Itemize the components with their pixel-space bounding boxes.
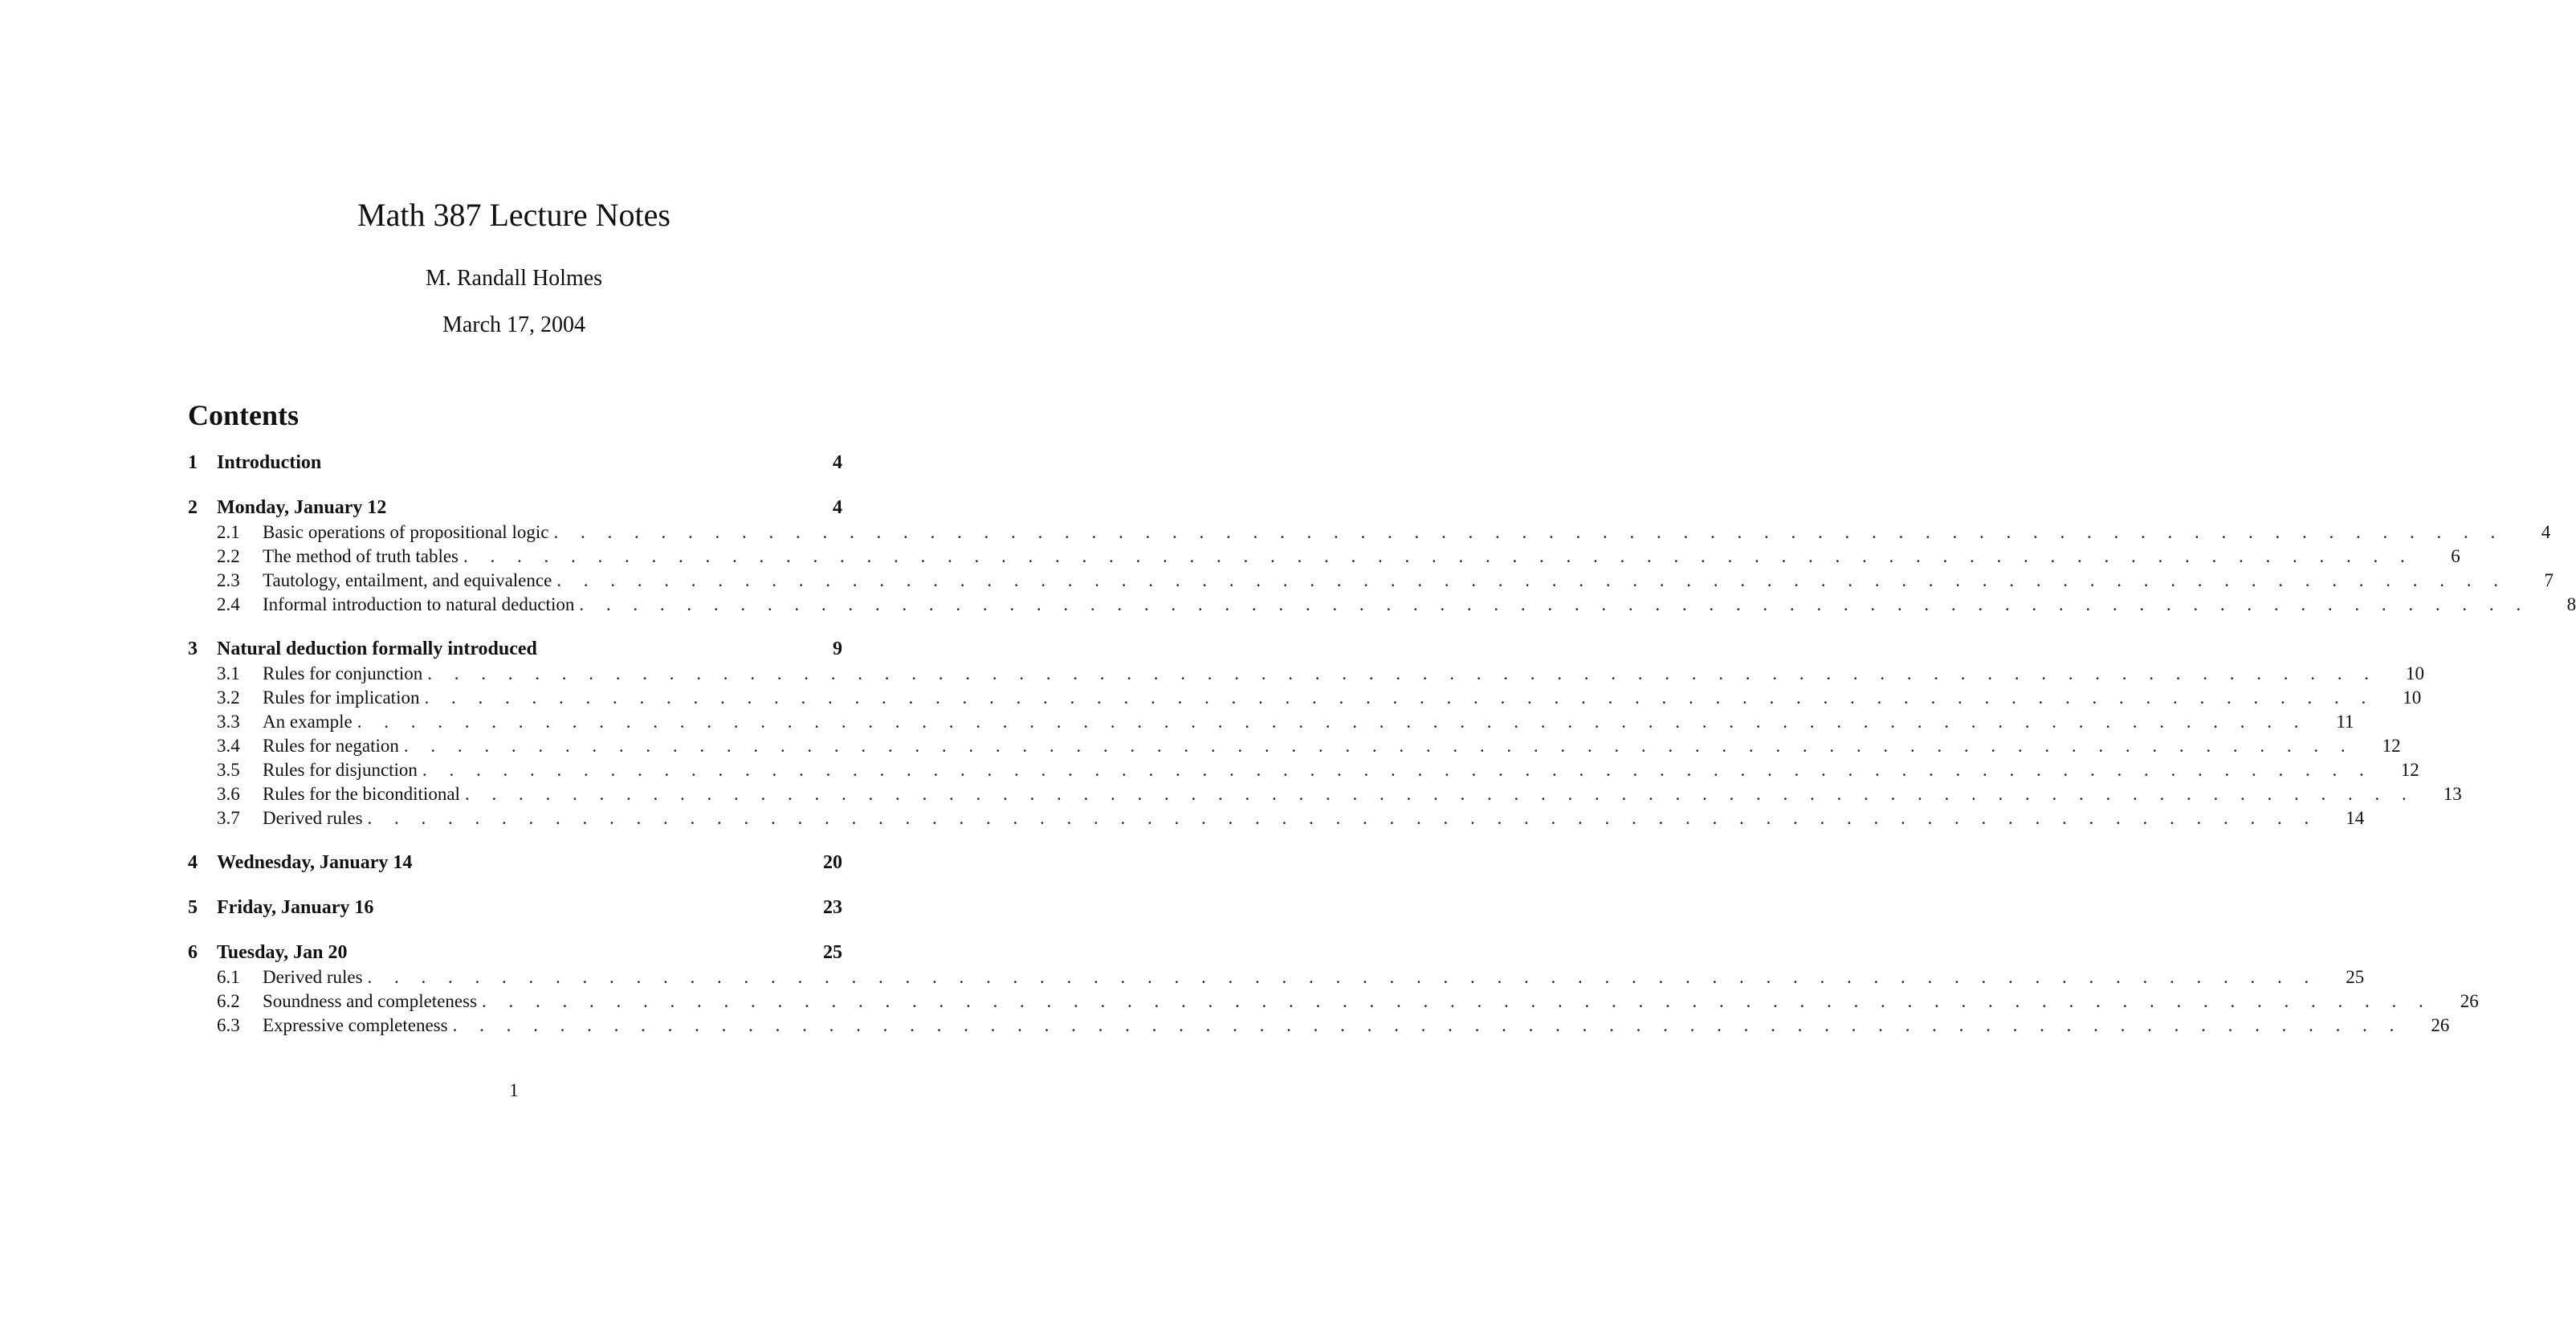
toc-dot-leader: . . . . . . . . . . . . . . . . . . . . . . . . . . . . . . . . . . . . . . . . . . . . . . . . . . . . . . . . . . . . . . . . . . . . . . . . . <box>464 784 2415 804</box>
toc-subsection-page: 11 <box>2336 712 2354 732</box>
toc-subsection-page: 12 <box>2400 760 2419 780</box>
toc-entry-section[interactable] <box>188 850 842 875</box>
toc-subsection-number: 3.3 <box>217 712 240 732</box>
toc-subsection-page: 7 <box>2544 570 2554 590</box>
toc-entry-section[interactable] <box>188 895 842 920</box>
toc-section <box>188 940 2479 1038</box>
toc-entry-subsection[interactable] <box>188 758 2419 782</box>
toc-entry-subsection[interactable] <box>188 662 2425 686</box>
toc-entry-subsection[interactable] <box>188 545 2460 569</box>
toc-section-number: 4 <box>188 852 198 873</box>
toc-section <box>188 495 2576 617</box>
toc-section <box>188 636 2462 830</box>
toc-subsection-title: Soundness and completeness <box>263 989 482 1014</box>
document-author: M. Randall Holmes <box>425 266 603 291</box>
toc-section <box>188 850 842 875</box>
toc-subsection-title: The method of truth tables <box>263 545 463 569</box>
document-date: March 17, 2004 <box>442 312 586 337</box>
toc-subsection-number: 3.1 <box>217 663 240 683</box>
toc-subsection-page: 8 <box>2566 594 2576 614</box>
toc-subsection-number: 3.5 <box>217 760 240 780</box>
toc-entry-subsection[interactable] <box>188 520 2551 545</box>
toc-entry-section[interactable] <box>188 495 842 520</box>
toc-subsection-title: Tautology, entailment, and equivalence <box>263 569 556 593</box>
toc-dot-leader: . . . . . . . . . . . . . . . . . . . . . . . . . . . . . . . . . . . . . . . . . . . . . . . . . . . . . . . . . . . . . . . . . . . . . . . . . <box>422 760 2373 780</box>
toc-section <box>188 450 842 475</box>
toc-subsection-number: 3.4 <box>217 736 240 756</box>
contents-heading: Contents <box>188 399 300 431</box>
toc-section-page: 23 <box>823 897 842 918</box>
toc-entry-subsection[interactable] <box>188 806 2365 830</box>
toc-subsection-number: 2.3 <box>217 570 240 590</box>
toc-section-title: Tuesday, Jan 20 <box>217 940 353 965</box>
toc-subsection-page: 25 <box>2346 967 2365 987</box>
document-title: Math 387 Lecture Notes <box>357 197 670 233</box>
toc-subsection-title: Basic operations of propositional logic <box>263 520 553 545</box>
toc-subsection-number: 2.2 <box>217 546 240 566</box>
toc-entry-subsection[interactable] <box>188 965 2365 989</box>
toc-subsection-title: Rules for implication <box>263 686 424 710</box>
toc-section-title: Wednesday, January 14 <box>217 850 417 875</box>
toc-subsection-number: 3.6 <box>217 784 240 804</box>
toc-entry-subsection[interactable] <box>188 710 2354 734</box>
toc-subsection-title: Rules for negation <box>263 734 404 758</box>
toc-entry-subsection[interactable] <box>188 989 2479 1014</box>
toc-entry-subsection[interactable] <box>188 782 2462 806</box>
toc-entry-subsection[interactable] <box>188 686 2422 710</box>
toc-entry-section[interactable] <box>188 636 842 662</box>
toc-dot-leader: . . . . . . . . . . . . . . . . . . . . . . . . . . . . . . . . . . . . . . . . . . . . . . . . . . . . . . . . . . . . . . . . . . . . . . . . . <box>579 594 2530 614</box>
toc-subsection-page: 4 <box>2541 522 2551 542</box>
toc-dot-leader: . . . . . . . . . . . . . . . . . . . . . . . . . . . . . . . . . . . . . . . . . . . . . . . . . . . . . . . . . . . . . . . . . . . . . . . . . <box>427 663 2378 683</box>
toc-subsection-number: 6.1 <box>217 967 240 987</box>
toc-dot-leader: . . . . . . . . . . . . . . . . . . . . . . . . . . . . . . . . . . . . . . . . . . . . . . . . . . . . . . . . . . . . . . . . . . . . . . . . . <box>452 1015 2403 1035</box>
toc-section-title: Natural deduction formally introduced <box>217 636 542 662</box>
toc-entry-subsection[interactable] <box>188 569 2554 593</box>
toc-entry-subsection[interactable] <box>188 734 2401 758</box>
toc-subsection-number: 6.3 <box>217 1015 240 1035</box>
toc-entry-section[interactable] <box>188 940 842 965</box>
toc-subsection-number: 2.4 <box>217 594 240 614</box>
toc-subsection-title: Derived rules <box>263 965 368 989</box>
toc-subsection-title: Rules for conjunction <box>263 662 427 686</box>
toc-subsection-title: Rules for the biconditional <box>263 782 465 806</box>
toc-subsection-title: Expressive completeness <box>263 1014 453 1038</box>
page-number: 1 <box>509 1080 519 1100</box>
toc-entry-subsection[interactable] <box>188 593 2576 617</box>
toc-dot-leader: . . . . . . . . . . . . . . . . . . . . . . . . . . . . . . . . . . . . . . . . . . . . . . . . . . . . . . . . . . . . . . . . . . . . . . . . . <box>463 546 2414 566</box>
toc-subsection-number: 3.7 <box>217 808 240 828</box>
toc-subsection-page: 12 <box>2382 736 2401 756</box>
toc-entry-section[interactable] <box>188 450 842 475</box>
toc-subsection-number: 3.2 <box>217 687 240 708</box>
toc-dot-leader: . . . . . . . . . . . . . . . . . . . . . . . . . . . . . . . . . . . . . . . . . . . . . . . . . . . . . . . . . . . . . . . . . . . . . . . . . <box>403 736 2354 756</box>
table-of-contents <box>188 450 2576 1057</box>
toc-subsection-page: 6 <box>2451 546 2460 566</box>
toc-subsection-page: 13 <box>2443 784 2462 804</box>
toc-subsection-title: Derived rules <box>263 806 368 830</box>
toc-dot-leader: . . . . . . . . . . . . . . . . . . . . . . . . . . . . . . . . . . . . . . . . . . . . . . . . . . . . . . . . . . . . . . . . . . . . . . . . . <box>556 570 2508 590</box>
toc-section <box>188 895 842 920</box>
toc-dot-leader: . . . . . . . . . . . . . . . . . . . . . . . . . . . . . . . . . . . . . . . . . . . . . . . . . . . . . . . . . . . . . . . . . . . . . . . . . <box>424 687 2375 708</box>
toc-subsection-number: 2.1 <box>217 522 240 542</box>
toc-subsection-number: 6.2 <box>217 991 240 1011</box>
toc-subsection-title: Informal introduction to natural deduction <box>263 593 579 617</box>
toc-section-number: 2 <box>188 497 198 518</box>
toc-dot-leader: . . . . . . . . . . . . . . . . . . . . . . . . . . . . . . . . . . . . . . . . . . . . . . . . . . . . . . . . . . . . . . . . . . . . . . . . . <box>553 522 2505 542</box>
toc-dot-leader: . . . . . . . . . . . . . . . . . . . . . . . . . . . . . . . . . . . . . . . . . . . . . . . . . . . . . . . . . . . . . . . . . . . . . . . . . <box>357 712 2308 732</box>
toc-section-page: 20 <box>823 852 842 873</box>
toc-subsection-page: 10 <box>2406 663 2425 683</box>
toc-dot-leader: . . . . . . . . . . . . . . . . . . . . . . . . . . . . . . . . . . . . . . . . . . . . . . . . . . . . . . . . . . . . . . . . . . . . . . . . . <box>367 967 2318 987</box>
toc-section-page: 25 <box>823 942 842 963</box>
toc-section-title: Friday, January 16 <box>217 895 378 920</box>
toc-subsection-page: 10 <box>2403 687 2422 708</box>
toc-subsection-title: An example <box>263 710 357 734</box>
toc-subsection-page: 26 <box>2431 1015 2450 1035</box>
toc-section-number: 3 <box>188 638 198 659</box>
toc-section-number: 1 <box>188 452 198 473</box>
toc-entry-subsection[interactable] <box>188 1014 2450 1038</box>
toc-dot-leader: . . . . . . . . . . . . . . . . . . . . . . . . . . . . . . . . . . . . . . . . . . . . . . . . . . . . . . . . . . . . . . . . . . . . . . . . . <box>367 808 2318 828</box>
toc-subsection-page: 26 <box>2460 991 2479 1011</box>
toc-section-page: 9 <box>833 638 842 659</box>
toc-dot-leader: . . . . . . . . . . . . . . . . . . . . . . . . . . . . . . . . . . . . . . . . . . . . . . . . . . . . . . . . . . . . . . . . . . . . . . . . . <box>482 991 2432 1011</box>
toc-section-title: Monday, January 12 <box>217 495 391 520</box>
toc-subsection-page: 14 <box>2346 808 2365 828</box>
toc-section-title: Introduction <box>217 450 326 475</box>
toc-section-number: 6 <box>188 942 198 963</box>
toc-section-page: 4 <box>833 497 842 518</box>
toc-section-page: 4 <box>833 452 842 473</box>
toc-section-number: 5 <box>188 897 198 918</box>
toc-subsection-title: Rules for disjunction <box>263 758 422 782</box>
